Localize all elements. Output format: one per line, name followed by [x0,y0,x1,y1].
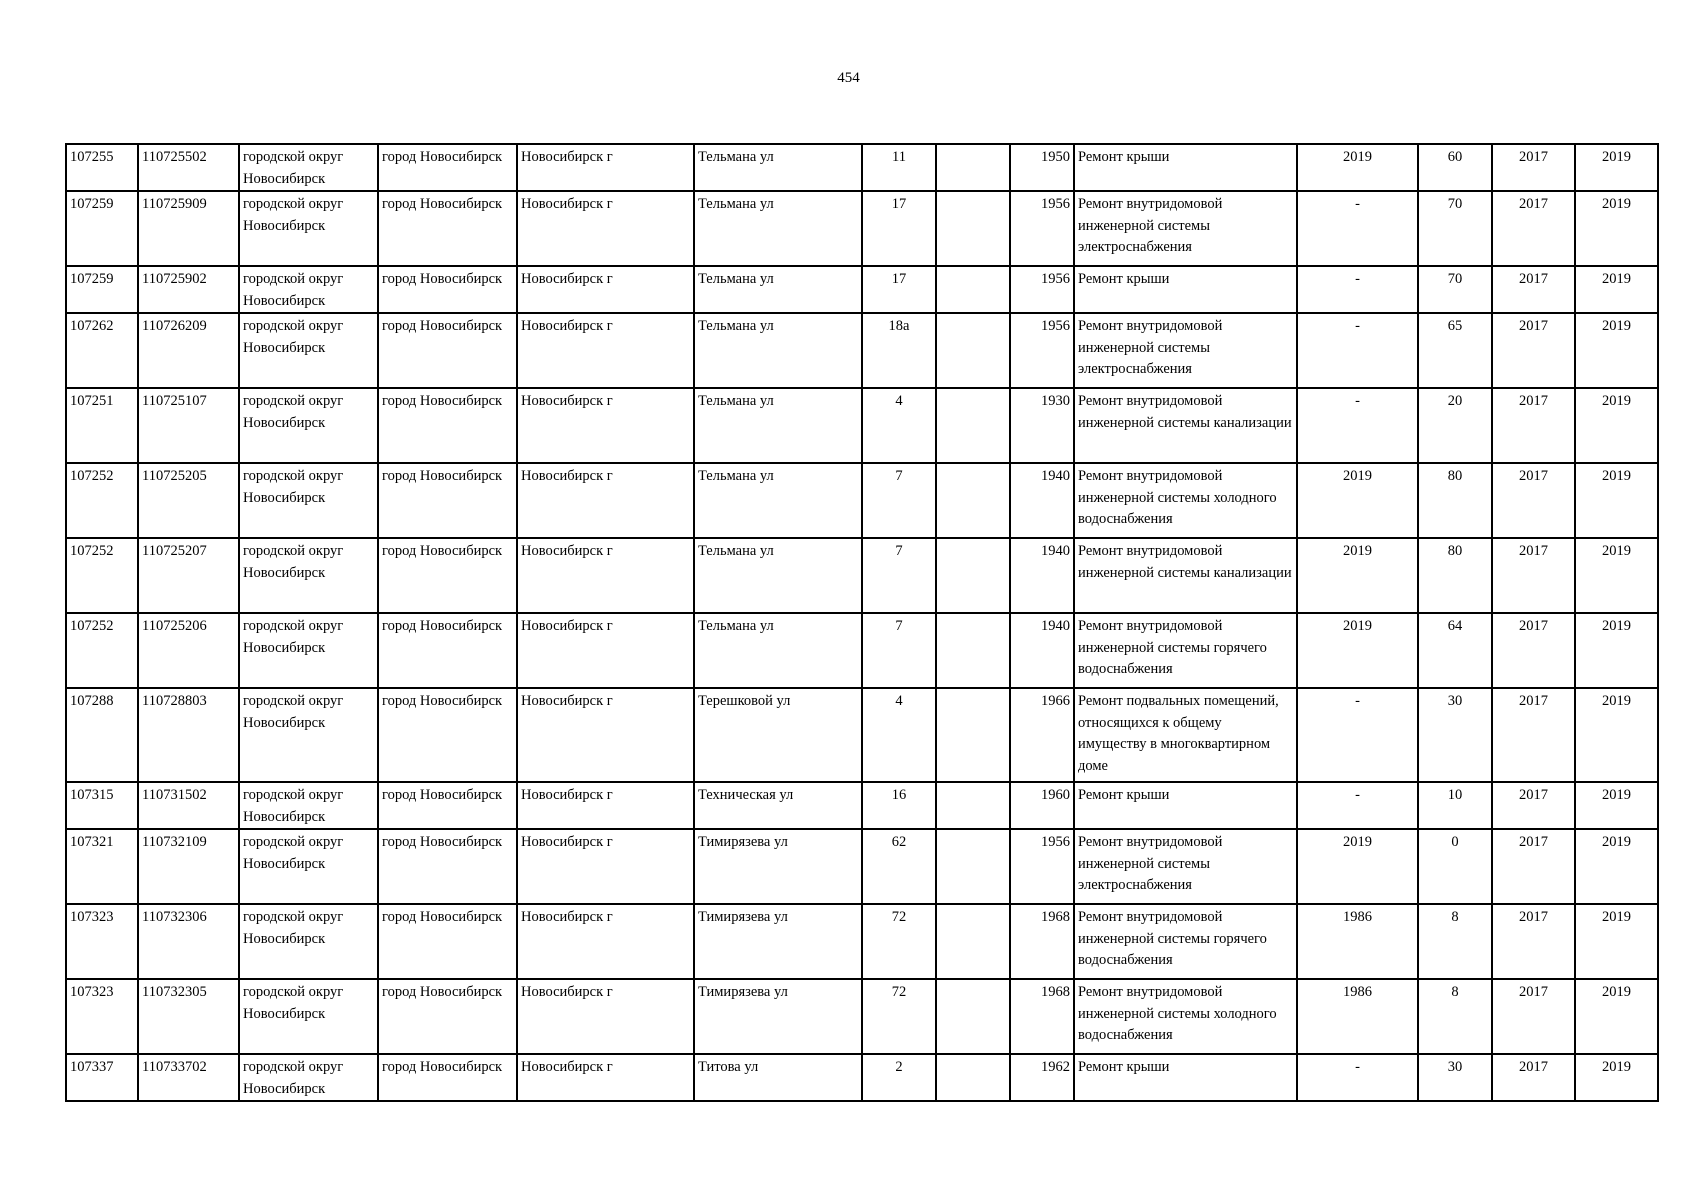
district-cell: городской округ Новосибирск [239,613,378,688]
street-cell: Титова ул [694,1054,862,1101]
building-cell [936,979,1010,1054]
locality-cell: Новосибирск г [517,463,694,538]
street-cell: Тельмана ул [694,266,862,313]
plan-end-year-cell: 2019 [1575,191,1658,266]
building-cell [936,904,1010,979]
building-cell [936,388,1010,463]
work-type-cell: Ремонт крыши [1074,782,1297,829]
build-year-cell: 1968 [1010,979,1074,1054]
work-id-cell: 110732306 [138,904,239,979]
plan-end-year-cell: 2019 [1575,266,1658,313]
wear-percent-cell: 8 [1418,904,1492,979]
plan-start-year-cell: 2017 [1492,266,1575,313]
table-row [66,782,1658,829]
street-cell: Тельмана ул [694,191,862,266]
last-repair-year-cell: - [1297,266,1418,313]
plan-end-year-cell: 2019 [1575,388,1658,463]
plan-start-year-cell: 2017 [1492,979,1575,1054]
plan-end-year-cell: 2019 [1575,782,1658,829]
last-repair-year-cell: - [1297,191,1418,266]
settlement-cell: город Новосибирск [378,829,517,904]
plan-start-year-cell: 2017 [1492,144,1575,191]
settlement-cell: город Новосибирск [378,538,517,613]
house-number-cell: 7 [862,613,936,688]
street-cell: Тельмана ул [694,538,862,613]
plan-start-year-cell: 2017 [1492,388,1575,463]
wear-percent-cell: 10 [1418,782,1492,829]
work-id-cell: 110725902 [138,266,239,313]
table-row [66,829,1658,904]
street-cell: Тельмана ул [694,144,862,191]
locality-cell: Новосибирск г [517,613,694,688]
plan-end-year-cell: 2019 [1575,829,1658,904]
plan-start-year-cell: 2017 [1492,782,1575,829]
locality-cell: Новосибирск г [517,782,694,829]
building-cell [936,782,1010,829]
last-repair-year-cell: 2019 [1297,463,1418,538]
record-id-cell: 107337 [66,1054,138,1101]
table-row [66,538,1658,613]
work-id-cell: 110725207 [138,538,239,613]
last-repair-year-cell: 2019 [1297,538,1418,613]
locality-cell: Новосибирск г [517,266,694,313]
record-id-cell: 107323 [66,979,138,1054]
work-type-cell: Ремонт внутридомовой инженерной системы канализации [1074,538,1297,613]
last-repair-year-cell: - [1297,1054,1418,1101]
work-type-cell: Ремонт крыши [1074,266,1297,313]
page-number: 454 [837,70,860,86]
work-type-cell: Ремонт внутридомовой инженерной системы холодного водоснабжения [1074,979,1297,1054]
last-repair-year-cell: - [1297,782,1418,829]
record-id-cell: 107315 [66,782,138,829]
work-id-cell: 110732305 [138,979,239,1054]
district-cell: городской округ Новосибирск [239,388,378,463]
work-id-cell: 110725502 [138,144,239,191]
build-year-cell: 1950 [1010,144,1074,191]
house-number-cell: 7 [862,538,936,613]
settlement-cell: город Новосибирск [378,688,517,782]
plan-start-year-cell: 2017 [1492,829,1575,904]
registry-body [66,144,1658,1101]
plan-start-year-cell: 2017 [1492,463,1575,538]
build-year-cell: 1930 [1010,388,1074,463]
settlement-cell: город Новосибирск [378,904,517,979]
plan-start-year-cell: 2017 [1492,191,1575,266]
record-id-cell: 107252 [66,538,138,613]
building-cell [936,1054,1010,1101]
table-row [66,388,1658,463]
locality-cell: Новосибирск г [517,538,694,613]
build-year-cell: 1940 [1010,463,1074,538]
build-year-cell: 1940 [1010,613,1074,688]
work-id-cell: 110725206 [138,613,239,688]
street-cell: Тимирязева ул [694,904,862,979]
table-row [66,313,1658,388]
street-cell: Тимирязева ул [694,829,862,904]
building-cell [936,144,1010,191]
wear-percent-cell: 64 [1418,613,1492,688]
district-cell: городской округ Новосибирск [239,782,378,829]
building-cell [936,463,1010,538]
house-number-cell: 11 [862,144,936,191]
district-cell: городской округ Новосибирск [239,463,378,538]
plan-start-year-cell: 2017 [1492,904,1575,979]
house-number-cell: 4 [862,688,936,782]
table-row [66,266,1658,313]
street-cell: Тимирязева ул [694,979,862,1054]
last-repair-year-cell: - [1297,388,1418,463]
last-repair-year-cell: 1986 [1297,904,1418,979]
work-type-cell: Ремонт крыши [1074,144,1297,191]
work-type-cell: Ремонт внутридомовой инженерной системы электроснабжения [1074,191,1297,266]
last-repair-year-cell: - [1297,688,1418,782]
district-cell: городской округ Новосибирск [239,313,378,388]
work-type-cell: Ремонт внутридомовой инженерной системы холодного водоснабжения [1074,463,1297,538]
record-id-cell: 107288 [66,688,138,782]
locality-cell: Новосибирск г [517,388,694,463]
record-id-cell: 107252 [66,613,138,688]
settlement-cell: город Новосибирск [378,266,517,313]
plan-end-year-cell: 2019 [1575,144,1658,191]
district-cell: городской округ Новосибирск [239,904,378,979]
work-id-cell: 110725909 [138,191,239,266]
build-year-cell: 1956 [1010,266,1074,313]
locality-cell: Новосибирск г [517,904,694,979]
street-cell: Тельмана ул [694,463,862,538]
district-cell: городской округ Новосибирск [239,979,378,1054]
work-type-cell: Ремонт внутридомовой инженерной системы горячего водоснабжения [1074,613,1297,688]
record-id-cell: 107321 [66,829,138,904]
build-year-cell: 1966 [1010,688,1074,782]
settlement-cell: город Новосибирск [378,463,517,538]
district-cell: городской округ Новосибирск [239,191,378,266]
plan-end-year-cell: 2019 [1575,904,1658,979]
table-row [66,688,1658,782]
house-number-cell: 17 [862,191,936,266]
house-number-cell: 2 [862,1054,936,1101]
work-id-cell: 110733702 [138,1054,239,1101]
plan-start-year-cell: 2017 [1492,613,1575,688]
house-number-cell: 7 [862,463,936,538]
last-repair-year-cell: 2019 [1297,829,1418,904]
wear-percent-cell: 30 [1418,688,1492,782]
record-id-cell: 107259 [66,191,138,266]
house-number-cell: 62 [862,829,936,904]
settlement-cell: город Новосибирск [378,979,517,1054]
table-row [66,191,1658,266]
locality-cell: Новосибирск г [517,191,694,266]
table-row [66,613,1658,688]
plan-end-year-cell: 2019 [1575,313,1658,388]
district-cell: городской округ Новосибирск [239,538,378,613]
settlement-cell: город Новосибирск [378,191,517,266]
plan-start-year-cell: 2017 [1492,1054,1575,1101]
settlement-cell: город Новосибирск [378,1054,517,1101]
locality-cell: Новосибирск г [517,829,694,904]
district-cell: городской округ Новосибирск [239,829,378,904]
settlement-cell: город Новосибирск [378,782,517,829]
wear-percent-cell: 60 [1418,144,1492,191]
settlement-cell: город Новосибирск [378,313,517,388]
plan-end-year-cell: 2019 [1575,1054,1658,1101]
table-row [66,904,1658,979]
table-row [66,1054,1658,1101]
district-cell: городской округ Новосибирск [239,688,378,782]
build-year-cell: 1956 [1010,191,1074,266]
locality-cell: Новосибирск г [517,1054,694,1101]
table-row [66,463,1658,538]
work-type-cell: Ремонт внутридомовой инженерной системы электроснабжения [1074,313,1297,388]
plan-start-year-cell: 2017 [1492,538,1575,613]
building-cell [936,313,1010,388]
plan-end-year-cell: 2019 [1575,463,1658,538]
house-number-cell: 17 [862,266,936,313]
plan-end-year-cell: 2019 [1575,688,1658,782]
wear-percent-cell: 20 [1418,388,1492,463]
record-id-cell: 107323 [66,904,138,979]
table-row [66,979,1658,1054]
building-cell [936,191,1010,266]
plan-end-year-cell: 2019 [1575,538,1658,613]
build-year-cell: 1960 [1010,782,1074,829]
wear-percent-cell: 30 [1418,1054,1492,1101]
record-id-cell: 107251 [66,388,138,463]
plan-end-year-cell: 2019 [1575,979,1658,1054]
locality-cell: Новосибирск г [517,688,694,782]
build-year-cell: 1940 [1010,538,1074,613]
wear-percent-cell: 80 [1418,538,1492,613]
work-id-cell: 110728803 [138,688,239,782]
work-type-cell: Ремонт внутридомовой инженерной системы канализации [1074,388,1297,463]
district-cell: городской округ Новосибирск [239,144,378,191]
street-cell: Терешковой ул [694,688,862,782]
house-number-cell: 18а [862,313,936,388]
last-repair-year-cell: 1986 [1297,979,1418,1054]
district-cell: городской округ Новосибирск [239,266,378,313]
wear-percent-cell: 8 [1418,979,1492,1054]
plan-start-year-cell: 2017 [1492,688,1575,782]
build-year-cell: 1956 [1010,313,1074,388]
settlement-cell: город Новосибирск [378,613,517,688]
settlement-cell: город Новосибирск [378,388,517,463]
wear-percent-cell: 70 [1418,191,1492,266]
wear-percent-cell: 0 [1418,829,1492,904]
work-id-cell: 110731502 [138,782,239,829]
work-id-cell: 110726209 [138,313,239,388]
work-type-cell: Ремонт внутридомовой инженерной системы горячего водоснабжения [1074,904,1297,979]
build-year-cell: 1956 [1010,829,1074,904]
house-number-cell: 72 [862,979,936,1054]
last-repair-year-cell: 2019 [1297,144,1418,191]
street-cell: Тельмана ул [694,313,862,388]
record-id-cell: 107262 [66,313,138,388]
work-id-cell: 110725107 [138,388,239,463]
work-type-cell: Ремонт внутридомовой инженерной системы электроснабжения [1074,829,1297,904]
work-id-cell: 110725205 [138,463,239,538]
building-cell [936,688,1010,782]
locality-cell: Новосибирск г [517,979,694,1054]
street-cell: Тельмана ул [694,388,862,463]
work-type-cell: Ремонт подвальных помещений, относящихся к общему имуществу в многоквартирном доме [1074,688,1297,782]
wear-percent-cell: 70 [1418,266,1492,313]
locality-cell: Новосибирск г [517,144,694,191]
house-number-cell: 4 [862,388,936,463]
record-id-cell: 107255 [66,144,138,191]
plan-start-year-cell: 2017 [1492,313,1575,388]
plan-end-year-cell: 2019 [1575,613,1658,688]
settlement-cell: город Новосибирск [378,144,517,191]
building-cell [936,538,1010,613]
build-year-cell: 1968 [1010,904,1074,979]
table-row [66,144,1658,191]
house-number-cell: 16 [862,782,936,829]
work-id-cell: 110732109 [138,829,239,904]
registry-table [65,143,1659,1102]
street-cell: Техническая ул [694,782,862,829]
street-cell: Тельмана ул [694,613,862,688]
wear-percent-cell: 65 [1418,313,1492,388]
record-id-cell: 107252 [66,463,138,538]
house-number-cell: 72 [862,904,936,979]
last-repair-year-cell: - [1297,313,1418,388]
building-cell [936,613,1010,688]
district-cell: городской округ Новосибирск [239,1054,378,1101]
building-cell [936,829,1010,904]
locality-cell: Новосибирск г [517,313,694,388]
record-id-cell: 107259 [66,266,138,313]
last-repair-year-cell: 2019 [1297,613,1418,688]
work-type-cell: Ремонт крыши [1074,1054,1297,1101]
wear-percent-cell: 80 [1418,463,1492,538]
building-cell [936,266,1010,313]
build-year-cell: 1962 [1010,1054,1074,1101]
